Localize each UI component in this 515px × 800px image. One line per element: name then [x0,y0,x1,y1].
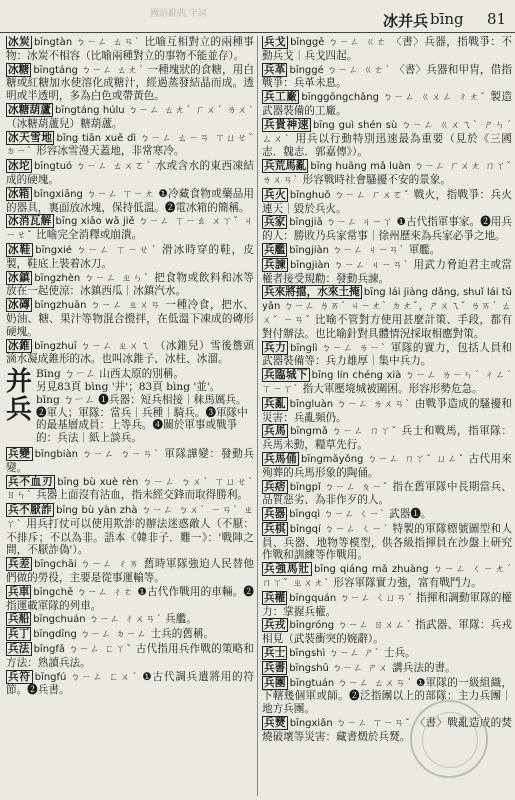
pinyin: bīngpǐ [289,481,321,493]
zhuyin: ㄅㄧㄥ ㄌㄨㄢˋ [336,398,412,410]
definition: 指在舊軍隊中長期當兵、品質惡劣、為非作歹的人。 [262,480,512,507]
definition: 〈書〉兵器和甲胄，借指戰爭：兵革未息。 [262,63,512,90]
headword: 冰消瓦解 [8,215,52,228]
dictionary-entry [262,619,512,646]
definition: 指揮和調動軍隊的權力：掌握兵權。 [262,591,512,618]
headword: 兵戈 [264,36,287,48]
zhuyin: ㄅㄧㄥ ㄖㄨㄥˊ [337,620,412,632]
dictionary-entry [262,523,512,562]
running-head-characters: 冰并兵 [383,12,429,30]
zhuyin: ㄅㄧㄥ ㄌㄞˊ ㄐㄧㄤˋ ㄉㄤˇ，ㄕㄨㄟˇ ㄌㄞˊ ㄊㄨˇ ㄧㄢˇ [262,301,512,326]
definition: 比喻完全消釋或崩潰。 [36,229,143,242]
definition: 士兵。 [383,647,416,660]
headword: 兵荒馬亂 [264,160,307,173]
zhuyin: ㄅㄧㄥ ㄍㄜˊ [327,64,391,76]
pinyin: bīngxiǎn [289,718,333,730]
right-column [262,36,512,796]
headword: 兵不厭詐 [8,504,53,517]
dictionary-entry [6,299,254,338]
zhuyin: ㄅㄧㄥ ㄔㄜ [76,586,134,598]
zhuyin: ㄅㄧㄥ ㄇㄚˇ ㄩㄥˇ [367,453,465,465]
left-entries-2 [6,448,254,697]
definition: 兵士和戰馬，指軍隊：兵馬未動，糧草先行。 [262,425,512,452]
pinyin: bīngzhuān [34,300,87,312]
definition: （冰糖葫蘆兒）糖葫蘆。 [6,117,123,130]
headword: 兵法 [8,643,30,656]
zhuyin: ㄅㄧㄥ ㄑㄧㄤˊ ㄇㄚˇ ㄓㄨㄤˋ [262,564,512,590]
zhuyin: ㄅㄧㄥ ㄆㄧˇ [324,481,389,493]
character-entry-bing [6,368,254,445]
dictionary-entry [6,643,254,670]
pinyin: bīngjiàn [290,259,330,271]
definition: 軍艦。 [408,243,441,256]
left-column [6,36,254,796]
headword: 兵貴神速 [264,118,309,131]
pinyin: bīngtuó [33,161,73,173]
zhuyin: ㄅㄧㄥ ㄍㄨㄥ ㄔㄤˇ [382,92,487,104]
zhuyin: ㄅㄧㄥ ㄑㄧˋ [323,509,386,521]
pinyin: bīng qiáng mǎ zhuàng [314,564,429,576]
dictionary-entry [6,132,254,160]
headword: 兵革 [264,63,286,76]
headword: 兵戎 [264,619,286,632]
dictionary-entry [6,448,254,475]
headword: 兵馬 [264,425,287,438]
dictionary-entry [262,369,512,397]
definition: 士兵的舊稱。 [150,628,215,641]
zhuyin: ㄅㄧㄥ ㄓㄨㄟ [80,340,151,352]
dictionary-entry [262,119,512,159]
definition-line-1: Bīng ㄅㄧㄥ 山西太原的別稱。 [36,368,185,381]
definition: 用兵打仗可以使用欺詐的辦法迷惑敵人（不厭：不排斥；不以為非。語本《韓非子．難一》：'戰陣之間，不厭詐偽'）。 [6,517,254,557]
zhuyin: ㄅㄧㄥ ㄒㄧㄤ [86,188,155,200]
definition: ❶軍隊的一級組織，下轄幾個軍或師。❷泛指團以上的部隊：主力兵團｜地方兵團。 [262,676,512,716]
pinyin: bīnghuǒ [289,189,331,201]
pinyin: bīng guì shén sù [312,119,398,131]
headword: 冰箱 [8,187,30,200]
pinyin: bīng bù yàn zhà [56,505,138,517]
definition: 指武器、軍隊：兵戎相見（武裝衝突的婉辭）。 [262,619,512,646]
pinyin: bīngfǎ [33,644,66,656]
headword: 兵強馬壯 [264,563,310,576]
definition: ❶古代指軍事家。❷用兵的人：勝敗乃兵家常事｜徐州歷來為兵家必爭之地。 [262,216,512,243]
pinyin: bīng huāng mǎ luàn [310,161,411,173]
definition: 舊時軍隊強迫人民替他們做的勞役，主要是從事運輸等。 [6,558,254,585]
dictionary-entry [262,91,512,118]
zhuyin: ㄅㄧㄥ ㄊㄢˋ [75,37,141,48]
definition: 用武力脅迫君主或當權者接受規勸：發動兵諫。 [262,258,512,285]
definition: 比喻互相對立的兩種事物：冰炭不相容（比喻兩種對立的事物不能並存）。 [6,36,254,62]
headword: 兵家 [264,216,286,229]
dictionary-entry [262,592,512,619]
headword: 兵不血刃 [8,475,54,488]
definition: 講兵法的書。 [392,661,456,674]
definition: 軍隊譁變：發動兵變。 [6,447,254,474]
definition-line-2: 另見83頁 bìng '并'；83頁 bìng '並'。 [36,380,221,393]
pinyin: bīngzhèn [34,272,81,284]
zhuyin: ㄅㄧㄥ ㄐㄧㄢˋ [333,259,410,271]
headword: 冰鎮 [8,271,31,284]
dictionary-entry [6,613,254,627]
pinyin: bīngxié [35,244,72,256]
zhuyin: ㄅㄧㄥ ㄕㄨ [332,662,389,674]
pinyin: bīngchē [33,586,74,598]
zhuyin: ㄅㄧㄥ ㄊㄧㄢ ㄒㄩㄝˇ ㄉㄧˋ [6,132,254,158]
pinyin: bīngchāi [34,559,77,571]
pinyin: bīng bù xuè rèn [57,476,139,488]
headword: 兵差 [8,558,31,571]
dictionary-entry [262,244,512,258]
zhuyin: ㄅㄧㄥ ㄅㄧㄢˋ [82,448,161,460]
page-number: 81 [487,10,507,28]
zhuyin: ㄅㄧㄥ ㄓㄣˋ [84,272,151,284]
dictionary-entry [262,36,512,63]
dictionary-entry [6,244,254,271]
zhuyin: ㄅㄧㄥ ㄊㄤˊ ㄏㄨˊ ㄌㄨ˙ [128,104,254,116]
headword: 兵痞 [264,480,286,493]
zhuyin: ㄅㄧㄥ ㄌㄧˋ [321,342,387,354]
dictionary-entry [6,586,254,613]
pinyin: bīngluàn [289,398,334,410]
zhuyin: ㄅㄧㄥ ㄒㄧㄝˊ [76,244,158,256]
definition: 兵器上面沒有沾血，指未經交鋒而取得勝利。 [36,489,249,502]
definition: 形容軍隊實力強，富有戰鬥力。 [333,577,482,590]
zhuyin: ㄅㄧㄥ ㄓㄨㄢ [90,300,162,312]
pinyin: bīngchuán [33,614,86,626]
definition: 〈書〉戰亂造成的焚燒破壞等災害：藏書燬於兵燹。 [262,717,512,743]
definition: 〈書〉兵器，指戰爭：不動兵戈｜兵戈四起。 [262,36,512,62]
dictionary-entry [262,64,512,91]
definition: 滑冰時穿的鞋，皮製，鞋底上裝着冰刀。 [6,243,254,270]
dictionary-entry [262,286,512,340]
dictionary-entry [262,453,512,480]
dictionary-entry [6,160,254,187]
headword: 兵團 [264,676,286,689]
dictionary-entry [6,272,254,299]
dictionary-entry [262,508,512,522]
headword: 冰天雪地 [8,131,53,144]
headword: 冰鞋 [8,243,32,256]
big-char-block [6,368,254,445]
definition: 古代指用兵作戰的策略和方法：熟讀兵法。 [6,643,254,669]
headword: 冰坨 [8,160,30,173]
zhuyin: ㄅㄧㄥ ㄇㄚˇ [331,426,398,438]
definition: ❶冷藏食物或藥品用的器具，裏面放冰塊，保持低溫。❷電冰箱的簡稱。 [6,187,254,214]
definition: 形容戰時社會騷擾不安的景象。 [302,173,451,186]
zhuyin: ㄅㄧㄥ ㄒㄧㄢˇ [336,718,412,730]
definition: 一種冷食，把水、奶油、糖、果汁等物混合攪拌，在低溫下凍成的磚形硬塊。 [6,299,254,338]
pinyin: bīngquán [289,592,337,604]
pinyin: bīngjiàn [289,244,330,256]
definition: 武器❶。 [389,508,432,521]
dictionary-entry [6,504,254,557]
headword: 兵士 [264,647,286,660]
pinyin: bīng xiāo wǎ jiě [55,216,135,228]
pinyin: bīng lái jiàng dǎng, shuǐ lái tǔ yǎn [262,287,512,313]
headword: 兵書 [264,661,286,674]
headword: 兵臨城下 [264,369,308,382]
definition: 比喻不管對方使用甚麼計策、手段，都有對付辦法。也比喻針對具體情況採取相應對策。 [262,313,512,340]
zhuyin: ㄅㄧㄥ ㄈㄚˇ [68,644,133,656]
pinyin: bīnglì [290,342,318,354]
dictionary-entry [6,36,254,63]
definition: 一種塊狀的食糖，用白糖或紅糖加水使溶化成糖汁，經過蒸發結晶而成。透明或半透明，多為白色或帶黃色。 [6,63,254,103]
definition: 把食物或飲料和冰等放在一起使涼：冰鎮西瓜｜冰鎮汽水。 [6,271,254,298]
headword: 兵來將擋，水來土掩 [264,286,360,299]
dictionary-entry [6,340,254,367]
definition: ❶古代調兵遣將用的符節。❷兵書。 [6,670,254,697]
headword: 兵車 [8,585,30,598]
headword: 兵工廠 [264,91,298,104]
headword: 兵變 [8,447,31,460]
faint-running-text: 國語辭典 字詞 [150,9,207,19]
zhuyin: ㄅㄧㄥ ㄏㄨㄛˇ [334,189,410,201]
headword: 兵火 [264,188,286,201]
pinyin: bīngtàn [33,37,73,48]
zhuyin: ㄅㄧㄥ ㄍㄨㄟˋ ㄕㄣˊ ㄙㄨˋ [262,119,512,145]
dictionary-entry [6,558,254,585]
headword: 兵諫 [264,258,286,271]
definition: （冰錐兒）雪後簷頭滴水凝成錐形的冰。也叫冰錐子、冰柱、冰溜。 [6,339,254,366]
zhuyin: ㄅㄧㄥ ㄍㄜ [328,37,388,48]
pinyin: bīngdīng [33,629,77,641]
zhuyin: ㄅㄧㄥ ㄔㄨㄢˊ [89,614,162,626]
dictionary-entry [262,398,512,425]
pinyin: bīngtáng húlu [54,104,125,116]
pinyin: bīngtuán [289,677,335,689]
pinyin: bīngjiā [289,217,323,229]
headword: 兵權 [264,591,286,604]
headword: 冰磚 [8,299,31,312]
running-head-pinyin: bīng [430,10,464,28]
left-entries [6,36,254,366]
dictionary-entry [262,647,512,661]
definition: 戰火，指戰爭：兵火連天｜毀於兵火。 [262,188,512,215]
definition: 用兵以行動特別迅速最為重要（見於《三國志．魏志．郭嘉傳》）。 [262,132,512,159]
zhuyin: ㄅㄧㄥ ㄕˋ [328,648,381,660]
headword: 兵符 [8,670,31,683]
headword: 兵亂 [264,397,286,410]
headword: 兵燹 [264,717,286,730]
column-divider [257,36,258,796]
definition: 特製的軍隊標號圖型和人員、兵器、地物等模型，供各級指揮員在沙盤上研究作戰和訓練等作戰用。 [262,522,512,562]
headword: 冰糖葫蘆 [8,103,51,116]
dictionary-entry [262,189,512,216]
big-char-definition [36,368,254,445]
watermark-inner-ring [422,712,478,768]
zhuyin: ㄅㄧㄥ ㄅㄨˋ ㄧㄢˋ ㄓㄚˋ [6,505,254,530]
dictionary-entry [262,481,512,508]
zhuyin: ㄅㄧㄥ ㄊㄤˊ [81,64,145,76]
pinyin: bīngbiàn [34,448,78,460]
zhuyin: ㄅㄧㄥ ㄑㄧˊ [324,523,389,535]
dictionary-entry [6,64,254,103]
pinyin: bīngtáng [33,64,78,76]
definition: 指大軍壓境城被圍困。形容形勢危急。 [302,382,483,395]
zhuyin: ㄅㄧㄥ ㄉㄧㄥ [80,629,148,641]
headword: 冰炭 [8,36,30,48]
definition: 由戰爭造成的騷擾和災害：兵亂頻仍。 [262,397,512,424]
dictionary-entry [262,342,512,369]
definition: 古代用來殉葬的兵馬形象的陶俑。 [262,452,512,479]
headword: 兵船 [8,613,30,626]
zhuyin: ㄅㄧㄥ ㄊㄨㄛˊ [75,161,152,173]
dictionary-entry [6,104,254,131]
zhuyin: ㄅㄧㄥ ㄌㄧㄣˊ ㄔㄥˊ ㄒㄧㄚˋ [262,370,512,395]
pinyin: bīngqì [289,509,321,521]
dictionary-entry [6,215,254,243]
pinyin: bīngshì [289,648,326,660]
zhuyin: ㄅㄧㄥ ㄔㄞ [80,559,140,571]
dictionary-entry [262,160,512,188]
definition-line-3: bīng ㄅㄧㄥ ❶兵器：短兵相接｜秣馬厲兵。❷軍人；軍隊：當兵｜兵種｜騎兵。❸軍隊中的最基層成員：上等兵。❹關於軍事或戰爭的：兵法｜紙上談兵。 [36,393,248,445]
page-header [0,0,515,33]
zhuyin: ㄅㄧㄥ ㄒㄧㄠ ㄨㄚˇ ㄐㄧㄝˇ [6,216,254,242]
definition: ❶古代作戰用的車輛。❷指運載軍隊的列車。 [6,585,254,612]
definition: 形容冰雪漫天蓋地，非常寒冷。 [36,145,185,158]
zhuyin: ㄅㄧㄥ ㄏㄨㄤ ㄇㄚˇ ㄌㄨㄢˋ [262,161,512,186]
pinyin: bīngshū [289,662,329,674]
headword: 兵丁 [8,628,30,641]
pinyin: bīnggé [289,64,324,76]
headword: 冰糖 [8,63,30,76]
watermark-stamp [410,700,488,778]
pinyin: bīngmǎyǒng [301,453,364,465]
dictionary-entry [6,628,254,642]
definition: 製造武器裝備的工廠。 [262,91,512,117]
headword: 兵棋 [264,522,286,535]
definition: 兵艦。 [165,613,197,626]
definition: 水或含水的東西凍結成的硬塊。 [6,160,254,186]
dictionary-entry [262,662,512,676]
zhuyin: ㄅㄧㄥ ㄑㄩㄢˊ [339,592,413,604]
big-char-bing-1: 并 [6,367,33,398]
pinyin: bīngqí [289,523,321,535]
zhuyin: ㄅㄧㄥ ㄈㄨˊ [70,671,139,683]
pinyin: bīngróng [289,620,335,632]
pinyin: bīng lín chéng xià [311,370,402,382]
zhuyin: ㄅㄧㄥ ㄐㄧㄢˋ [332,244,406,256]
zhuyin: ㄅㄧㄥ ㄐㄧㄚ [326,217,394,229]
dictionary-entry [262,425,512,452]
headword: 兵器 [264,508,286,521]
headword: 兵艦 [264,243,286,256]
pinyin: bīnggōngchǎng [301,92,379,104]
big-char-bing-2: 兵 [6,395,33,426]
dictionary-entry [6,476,254,504]
pinyin: bīngmǎ [290,426,328,438]
pinyin: bīngxiāng [33,188,83,200]
big-char-column [6,368,36,445]
dictionary-entry [6,671,254,698]
dictionary-entry [262,563,512,591]
definition: 軍隊的實力，包括人員和武器裝備等：兵力雄厚｜集中兵力。 [262,341,512,368]
zhuyin: ㄅㄧㄥ ㄅㄨˋ ㄒㄩㄝˋ ㄖㄣˋ [6,476,254,502]
dictionary-entry [262,259,512,286]
pinyin: bīngzhuī [34,340,77,352]
zhuyin: ㄅㄧㄥ ㄊㄨㄢˊ [337,677,413,689]
right-entries [262,36,512,744]
dictionary-entry [6,188,254,215]
headword: 冰錐 [8,339,31,352]
dictionary-entry [262,216,512,243]
headword: 兵馬俑 [264,452,297,465]
pinyin: bīng tiān xuě dì [56,132,137,144]
pinyin: bīnggē [290,37,325,48]
pinyin: bīngfú [34,671,67,683]
headword: 兵力 [264,341,287,354]
